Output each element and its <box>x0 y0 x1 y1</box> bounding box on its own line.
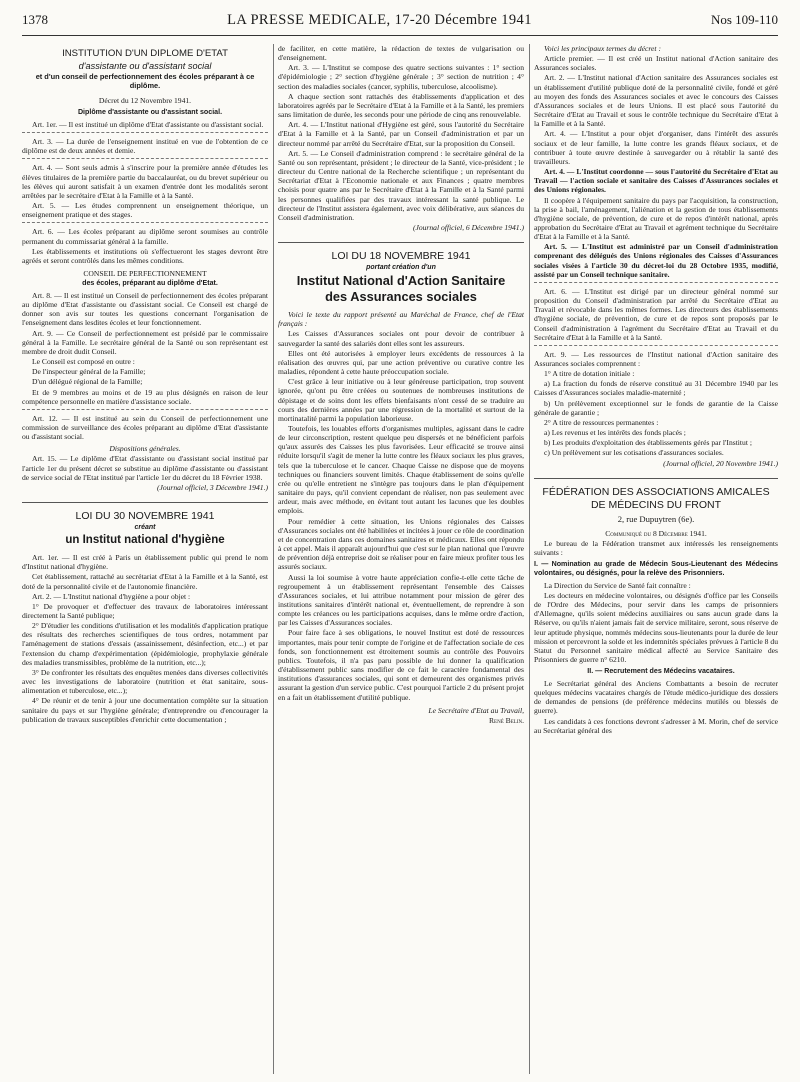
law-subtitle: créant <box>134 524 156 532</box>
divider <box>22 409 268 410</box>
law-heading: des Assurances sociales <box>325 288 477 304</box>
section-heading: CONSEIL DE PERFECTIONNEMENT <box>83 268 207 278</box>
paragraph: b) Un prélèvement exceptionnel sur le fonds de garantie de la Caisse générale de garantie ; <box>534 398 778 417</box>
article-subtitle: d'assistante ou d'assistant social <box>78 61 212 71</box>
page-header <box>22 12 778 36</box>
paragraph: Les docteurs en médecine volontaires, ou désignés d'office par les Conseils de l'Ordre des Médecins, pour servir dans les camps de prisonniers d'Allemagne, qu'ils soient médecins auxiliaires ou sans aucun grade dans la Réserve, ou qu'ils n'aient jamais fait de service militaire, seront, sous réserve de leur aptitude physique, nommés médecins sous-lieutenants pour la durée de leur mission et percevront la solde et les indemnités spéciales prévues à l'article 8 du Statut du Personnel sanitaire médical affecté au Service Sanitaire des Prisonniers de guerre n° 6210. <box>534 590 778 665</box>
article-subtitle: et d'un conseil de perfectionnement des écoles préparant à ce diplôme. <box>35 72 255 90</box>
column-rule <box>273 44 274 1074</box>
paragraph: Le Secrétariat général des Anciens Combattants a besoin de recruter quelques médecins vacataires chargés de l'étude médico-juridique des dossiers de demandes de pensions (de préférence médecins mutilés ou blessés de guerre). <box>534 678 778 716</box>
paragraph: Art. 9. — Ce Conseil de perfectionnement est présidé par le commissaire général à la Famille. Le secrétaire général de la Santé ou son représentant est membre de droit dudit Conseil. <box>22 328 268 356</box>
paragraph: 1° De provoquer et d'effectuer des travaux de laboratoires intéressant directement la Santé publique; <box>22 601 268 620</box>
law-title: LOI DU 30 NOVEMBRE 1941 <box>75 510 215 523</box>
section-heading: I. — Nomination au grade de Médecin Sous-Lieutenant des Médecins volontaires, ou désignés, pour la relève des Prisonniers. <box>534 560 778 577</box>
paragraph: Art. 5. — L'Institut est administré par un Conseil d'administration comprenant des délégués des Unions régionales des Caisses d'Assurances sociales visées à l'article 30 du décret-loi du 28 Octobre 1935, modifié, assisté par un Conseil technique sanitaire. <box>534 242 778 279</box>
paragraph: La Direction du Service de Santé fait connaître : <box>544 580 691 590</box>
newspaper-title: LA PRESSE MEDICALE, 17-20 Décembre 1941 <box>227 12 532 28</box>
paragraph: Art. 5. — Les études comprennent un enseignement théorique, un enseignement pratique et des stages. <box>22 201 268 220</box>
page-number: 1378 <box>22 12 48 27</box>
section-heading: Dispositions générales. <box>109 444 181 454</box>
source-citation: (Journal officiel, 20 Novembre 1941.) <box>663 458 778 468</box>
paragraph: Art. 6. — L'Institut est dirigé par un directeur général nommé sur proposition du Conseil d'administration par arrêté du Secrétaire d'Etat au Travail et révocable dans les mêmes formes. Les directeurs des établissements d'hygiène sociale, de prévention, de cure et de repos sont proposés par le Conseil d'administration à l'agrément du Secrétaire d'Etat au Travail et du Secrétaire d'Etat à la Famille et à la Santé. <box>534 286 778 342</box>
paragraph: Les Caisses d'Assurances sociales ont pour devoir de contribuer à sauvegarder la santé des salariés dont elles sont les assureurs. <box>278 329 524 348</box>
divider <box>534 345 778 346</box>
paragraph: Elles ont été autorisées à employer leurs excédents de ressources à la réalisation des œuvres qui, par une action préventive ou curative contre les maladies, répondent à cette haute préoccupation sociale. <box>278 348 524 377</box>
paragraph: 1° A titre de dotation initiale : <box>544 369 635 379</box>
paragraph: Le Conseil est composé en outre : <box>32 357 135 367</box>
article-title: INSTITUTION D'UN DIPLOME D'ETAT <box>62 48 228 59</box>
paragraph: Art. 5. — Le Conseil d'administration comprend : le secrétaire général de la Santé ou son représentant, président ; le directeur de la Santé, vice-président ; le directeur du Centre national de la Recherche scientifique ; un représentant du Secrétariat d'Etat à l'Economie nationale et aux Finances ; quatre membres choisis pour quatre ans par le Secrétaire d'Etat à la Famille et à la Santé parmi les personnes qualifiées par des travaux intéressant la santé publique. Le directeur de l'Institut assistera également, avec voix délibérative, aux séances du Conseil d'administration. <box>278 148 524 222</box>
section-heading: Diplôme d'assistante ou d'assistant social. <box>77 108 223 117</box>
federation-address: 2, rue Dupuytren (6e). <box>617 513 695 524</box>
federation-title: FÉDÉRATION DES ASSOCIATIONS AMICALES <box>542 485 770 498</box>
paragraph: Cet établissement, rattaché au secrétariat d'Etat à la Famille et à la Santé, est doté de la personnalité civile et de l'autonomie financière. <box>22 572 268 591</box>
paragraph: 2° A titre de ressources permanentes : <box>544 417 659 427</box>
divider <box>22 158 268 159</box>
divider <box>22 502 268 503</box>
divider <box>534 282 778 283</box>
paragraph: 3° De confronter les résultats des enquêtes menées dans diverses collectivités avec les investigations de laboratoire (nutrition et état sanitaire, sous-alimentation et tuberculose, etc...); <box>22 667 268 696</box>
paragraph: Art. 4. — Sont seuls admis à s'inscrire pour la première année d'études les élèves titulaires de la première partie du baccalauréat, ou du brevet supérieur ou les élèves qui auront satisfait à un examen d'entrée dont les modalités seront arrêtées par le secrétaire d'Etat à la Famille et à la Santé. <box>22 163 268 200</box>
paragraph: Art. 15. — Le diplôme d'Etat d'assistante ou d'assistant social institué par l'article 1er du présent décret se substitue au diplôme d'assistante ou d'assistant de service social de l'Etat institué par l'article 1er du décret du 18 Février 1938. <box>22 454 268 482</box>
paragraph: de faciliter, en cette matière, la rédaction de textes de vulgarisation ou d'enseignement. <box>278 44 524 63</box>
paragraph: Voici les principaux termes du décret : <box>544 44 661 53</box>
paragraph: A chaque section sont rattachés des établissements d'application et des laboratoires agréés par le Secrétaire d'Etat à la Famille et à la Santé, les premiers sans limitation de durée, les seconds pour une période de cinq ans renouvelable. <box>278 91 524 120</box>
decree-date: Décret du 12 Novembre 1941. <box>98 96 192 105</box>
paragraph: Les établissements et institutions où s'effectueront les stages devront être agréés et seront contrôlés dans les mêmes conditions. <box>22 246 268 265</box>
law-title: LOI DU 18 NOVEMBRE 1941 <box>331 250 471 263</box>
divider <box>534 478 778 479</box>
paragraph: 4° De réunir et de tenir à jour une documentation complète sur la situation sanitaire du pays et sur l'hygiène générale; d'entreprendre ou d'encourager la publication de travaux susceptibles d'enrichir cette documentation ; <box>22 696 268 724</box>
column-1 <box>22 44 268 1074</box>
paragraph: D'un délégué régional de la Famille; <box>32 377 143 387</box>
signature-title: Le Secrétaire d'Etat au Travail, <box>428 705 524 715</box>
paragraph: Les candidats à ces fonctions devront s'adresser à M. Morin, chef de service au Secrétariat général des <box>534 716 778 735</box>
law-heading: un Institut national d'hygiène <box>65 534 225 547</box>
paragraph: Art. 1er. — Il est institué un diplôme d'Etat d'assistante ou d'assistant social. <box>32 119 264 129</box>
paragraph: Art. 4. — L'Institut a pour objet d'organiser, dans l'intérêt des assurés sociaux et de leur famille, la lutte contre les grands fléaux sociaux, et de contribuer à toute œuvre destinée à sauvegarder ou à rétablir la santé des travailleurs. <box>534 129 778 166</box>
paragraph: 2° D'étudier les conditions d'utilisation et les modalités d'application pratique des résultats des recherches scientifiques de tous ordres, notamment par l'aménagement de stations d'essais (assainissement, désinfection, etc...) et par l'extension du champ d'expérimentation (épidémiologie, prophylaxie générale des maladies transmissibles, problème de la nutrition, etc...); <box>22 621 268 667</box>
column-rule <box>529 44 530 1074</box>
paragraph: c) Un prélèvement sur les cotisations d'assurances sociales. <box>544 448 724 458</box>
source-citation: (Journal officiel, 3 Décembre 1941.) <box>156 482 268 492</box>
paragraph: Art. 8. — Il est institué un Conseil de perfectionnement des écoles préparant au diplôme d'Etat d'assistante ou d'assistant social. Ce Conseil est chargé de donner son avis sur toutes les questions concernant l'organisation de l'enseignement dans lesdites écoles et leur fonctionnement. <box>22 290 268 328</box>
source-citation: (Journal officiel, 6 Décembre 1941.) <box>412 222 524 232</box>
paragraph: Art. 6. — Les écoles préparant au diplôme seront soumises au contrôle permanent du commissariat général à la famille. <box>22 227 268 246</box>
paragraph: Voici le texte du rapport présenté au Maréchal de France, chef de l'Etat français : <box>278 310 524 329</box>
section-heading: II. — Recrutement des Médecins vacataires. <box>587 667 735 676</box>
paragraph: Il coopère à l'équipement sanitaire du pays par l'acquisition, la construction, la prise à bail, l'aménagement, l'aliénation et la gestion de tous établissements d'hygiène sociale, de prévention, de cure et de repos d'intérêt national, après approbation du Secrétaire d'Etat au Travail et agrément technique du Secrétaire d'Etat à la Famille et à la Santé. <box>534 195 778 242</box>
paragraph: Art. 4. — L'Institut national d'Hygiène est géré, sous l'autorité du Secrétaire d'Etat à la Famille et à la Santé, par un Conseil d'administration et par un directeur nommé par arrêté du Secrétaire d'Etat, sur la proposition du Conseil. <box>278 120 524 148</box>
paragraph: Art. 2. — L'Institut national d'hygiène a pour objet : <box>32 591 191 601</box>
divider <box>22 222 268 223</box>
paragraph: Art. 12. — Il est institué au sein du Conseil de perfectionnement une commission de surveillance des écoles préparant au diplôme d'Etat d'assistante ou d'assistant social. <box>22 413 268 442</box>
paragraph: Art. 9. — Les ressources de l'Institut national d'Action sanitaire des Assurances sociales comprennent : <box>534 349 778 368</box>
divider <box>22 132 268 133</box>
paragraph: Art. 3. — La durée de l'enseignement institué en vue de l'obtention de ce diplôme est de deux années et demie. <box>22 137 268 156</box>
paragraph: a) Les revenus et les intérêts des fonds placés ; <box>544 428 686 438</box>
paragraph: b) Les produits d'exploitation des établissements gérés par l'Institut ; <box>544 438 752 448</box>
paragraph: Art. 2. — L'Institut national d'Action sanitaire des Assurances sociales est un établissement d'utilité publique doté de la personnalité civile, fondé et géré au moyen des fonds des Assurances sociales et avec le concours des Caisses d'Assurances sociales et de leurs Unions. Il est placé sous l'autorité du Secrétaire d'Etat au Travail et sous le contrôle technique du Secrétaire d'Etat à la Famille et à la Santé. <box>534 73 778 129</box>
communique-date: Communiqué du 8 Décembre 1941. <box>605 528 707 538</box>
paragraph: Pour faire face à ses obligations, le nouvel Institut est doté de ressources importantes, mais pour tenir compte de l'origine et de l'affectation sociale de ces fonds, son fonctionnement est étroitement soumis au contrôle des Pouvoirs publics. Toutefois, il n'a pas paru possible de lui donner la qualification d'établissement public sans modifier de ce fait le caractère fondamental des institutions d'assurances sociales, qui sont et demeurent des organismes privés assurant la gestion d'un service public. C'est pourquoi l'article 2 du présent projet en a fait un établissement d'utilité publique. <box>278 628 524 702</box>
paragraph: Et de 9 membres au moins et de 19 au plus désignés en raison de leur compétence personnelle en matière d'assistance sociale. <box>22 387 268 406</box>
paragraph: Pour remédier à cette situation, les Unions régionales des Caisses d'Assurances sociales ont été habilitées et incitées à jouer ce rôle de coordination et de concentration dans ces domaines sanitaires et médicaux. Elles ont répondu à cet appel. Mais il apparaît aujourd'hui que c'est sur le plan national que l'œuvre de prévention déjà entreprise doit se réaliser pour en faire mieux profiter tous les assurés sociaux. <box>278 516 524 572</box>
column-2 <box>278 44 524 1074</box>
paragraph: Aussi la loi soumise à votre haute appréciation confie-t-elle cette tâche de regroupement à un établissement représentant l'ensemble des Caisses d'Assurances sociales, et lui attribue notamment pour mission de gérer des institutions sanitaires d'intérêt national et, éventuellement, de reprendre à son compte les créances ou les participations acquises, dans le même ordre d'action, par les Caisses d'Assurances sociales. <box>278 572 524 628</box>
paragraph: C'est grâce à leur initiative ou à leur généreuse participation, trop souvent ignorée, qu'ont pu être créées ou soutenues de nombreuses institutions de dépistage et de soins dont les effets bienfaisants n'ont cessé de se traduire au cours des dernières années par une régression de la mortalité et surtout de la mortinatalité parmi la population laborieuse. <box>278 377 524 423</box>
paragraph: Art. 3. — L'Institut se compose des quatre sections suivantes : 1° section d'épidémiologie ; 2° section d'hygiène générale ; 3° section de nutrition ; 4° section des maladies sociales (cancer, syphilis, tuberculose, alcoolisme). <box>278 63 524 91</box>
section-subheading: des écoles, préparant au diplôme d'Etat. <box>82 279 218 288</box>
divider <box>278 242 524 243</box>
columns <box>22 44 778 1074</box>
paragraph: Article premier. — Il est créé un Institut national d'Action sanitaire des Assurances sociales. <box>534 54 778 73</box>
law-heading: Institut National d'Action Sanitaire <box>296 273 506 289</box>
federation-title: DE MÉDECINS DU FRONT <box>590 499 722 512</box>
paragraph: Le bureau de la Fédération transmet aux intéressés les renseignements suivants : <box>534 538 778 558</box>
signature-name: René Belin. <box>488 715 524 725</box>
law-subtitle: portant création d'un <box>366 264 436 272</box>
column-3 <box>534 44 778 1074</box>
issue-number: Nos 109-110 <box>710 12 778 27</box>
paragraph: a) La fraction du fonds de réserve constitué au 31 Décembre 1940 par les Caisses d'Assurances sociales maladie-maternité ; <box>534 379 778 398</box>
paragraph: De l'inspecteur général de la Famille; <box>32 367 146 377</box>
paragraph: Toutefois, les louables efforts d'organismes multiples, agissant dans le cadre de leur circonscription, restent quelque peu dispersés et ne bénéficient parfois qu'aux assurés des Caisses les plus favorisées. Leur efficacité se trouve ainsi réduite lorsqu'il s'agit de mener la lutte contre les fléaux sociaux les plus graves, tels que la tuberculose et le cancer. Chaque Caisse ne dispose que de moyens techniques ou financiers souvent limités. Chaque établissement de soins qu'elle crée ou qu'elle entretient ne s'intègre pas toujours dans le plan d'équipement sanitaire du pays, qu'il convient cependant de réaliser, non pas seulement avec ardeur, mais avec méthode, en évitant tout autant les lacunes que les doubles emplois. <box>278 424 524 516</box>
paragraph: Art. 4. — L'Institut coordonne — sous l'autorité du Secrétaire d'Etat au Travail — l'action sociale et sanitaire des Caisses d'Assurances sociales et des Unions régionales. <box>534 167 778 195</box>
paragraph: Art. 1er. — Il est créé à Paris un établissement public qui prend le nom d'Institut national d'hygiène. <box>22 553 268 572</box>
